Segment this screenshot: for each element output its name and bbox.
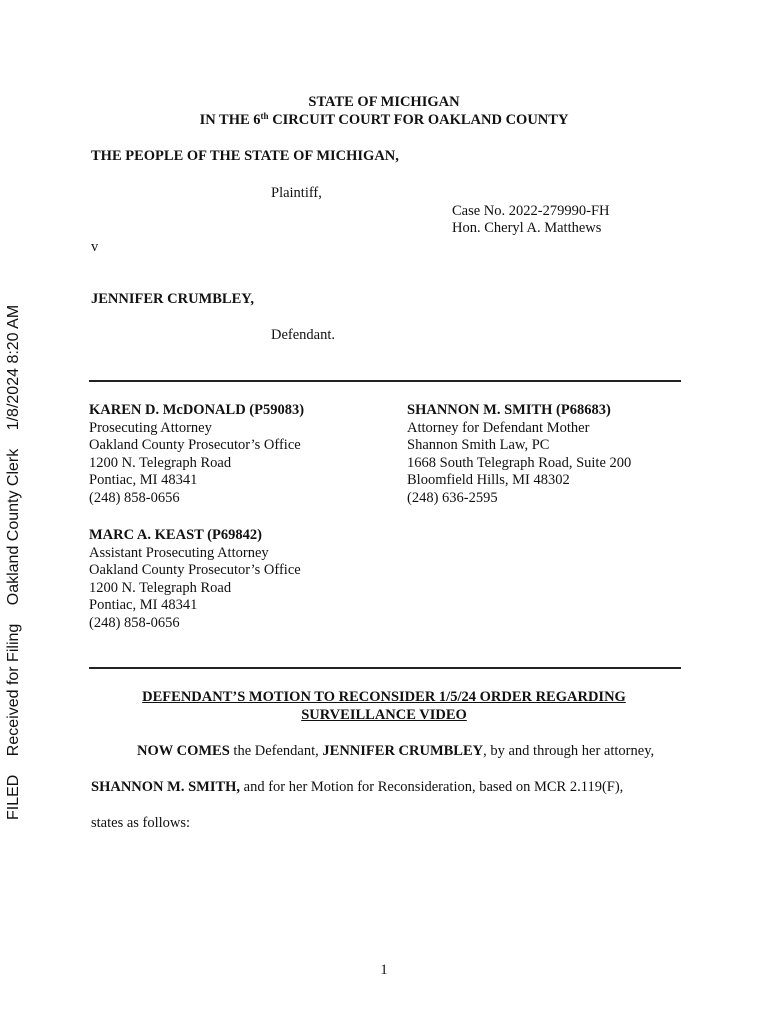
defense-name: SHANNON M. SMITH (P68683) [407, 402, 611, 418]
prosecutor-city: Pontiac, MI 48341 [89, 472, 198, 489]
defense-block [407, 402, 631, 508]
stamp-received: Received for Filing [5, 623, 22, 757]
stamp-clerk: Oakland County Clerk [5, 448, 22, 606]
defendant-ref: JENNIFER CRUMBLEY [322, 743, 484, 759]
prosecutor-office: Oakland County Prosecutor’s Office [89, 437, 301, 454]
defense-phone: (248) 636-2595 [407, 489, 498, 506]
body-line-2: SHANNON M. SMITH, and for her Motion for Reconsideration, based on MCR 2.119(F), [91, 779, 624, 795]
plaintiff-role: Plaintiff, [271, 185, 322, 201]
judge-name: Hon. Cheryl A. Matthews [452, 220, 602, 236]
defense-city: Bloomfield Hills, MI 48302 [407, 472, 570, 489]
assistant-address: 1200 N. Telegraph Road [89, 579, 232, 596]
assistant-phone: (248) 858-0656 [89, 614, 180, 631]
prosecutor-phone: (248) 858-0656 [89, 489, 180, 506]
court-prefix: IN THE 6 [199, 112, 261, 128]
divider-bottom [89, 667, 681, 669]
prosecutor-address: 1200 N. Telegraph Road [89, 454, 232, 471]
assistant-title: Assistant Prosecuting Attorney [89, 544, 269, 561]
defendant-name: JENNIFER CRUMBLEY, [91, 291, 255, 307]
versus: v [91, 239, 99, 255]
assistant-office: Oakland County Prosecutor’s Office [89, 562, 301, 579]
assistant-name: MARC A. KEAST (P69842) [89, 527, 262, 543]
defense-firm: Shannon Smith Law, PC [407, 437, 550, 454]
assistant-city: Pontiac, MI 48341 [89, 597, 198, 614]
assistant-block [89, 527, 301, 633]
court-heading [0, 112, 768, 129]
defense-address: 1668 South Telegraph Road, Suite 200 [407, 454, 632, 471]
page-number: 1 [380, 962, 388, 978]
state-heading: STATE OF MICHIGAN [308, 94, 460, 110]
now-comes: NOW COMES [137, 743, 230, 759]
body-line-3: states as follows: [91, 815, 191, 831]
motion-title-line2: SURVEILLANCE VIDEO [301, 707, 467, 723]
stamp-datetime: 1/8/2024 8:20 AM [5, 304, 22, 431]
prosecutor-name: KAREN D. McDONALD (P59083) [89, 402, 305, 418]
defendant-role: Defendant. [271, 327, 336, 343]
divider-top [89, 380, 681, 382]
stamp-filed: FILED [5, 774, 22, 820]
court-suffix: CIRCUIT COURT FOR OAKLAND COUNTY [268, 112, 569, 128]
prosecutor-block [89, 402, 304, 508]
attorney-ref: SHANNON M. SMITH, [91, 779, 241, 795]
court-ordinal: th [260, 111, 269, 121]
motion-title-line1: DEFENDANT’S MOTION TO RECONSIDER 1/5/24 ORDER REGARDING [142, 689, 626, 705]
plaintiff-name: THE PEOPLE OF THE STATE OF MICHIGAN, [91, 148, 399, 164]
prosecutor-title: Prosecuting Attorney [89, 419, 212, 436]
defense-title: Attorney for Defendant Mother [407, 419, 590, 436]
case-number: Case No. 2022-279990-FH [452, 203, 610, 219]
body-line-1: NOW COMES the Defendant, JENNIFER CRUMBLEY, by and through her attorney, [137, 743, 655, 759]
